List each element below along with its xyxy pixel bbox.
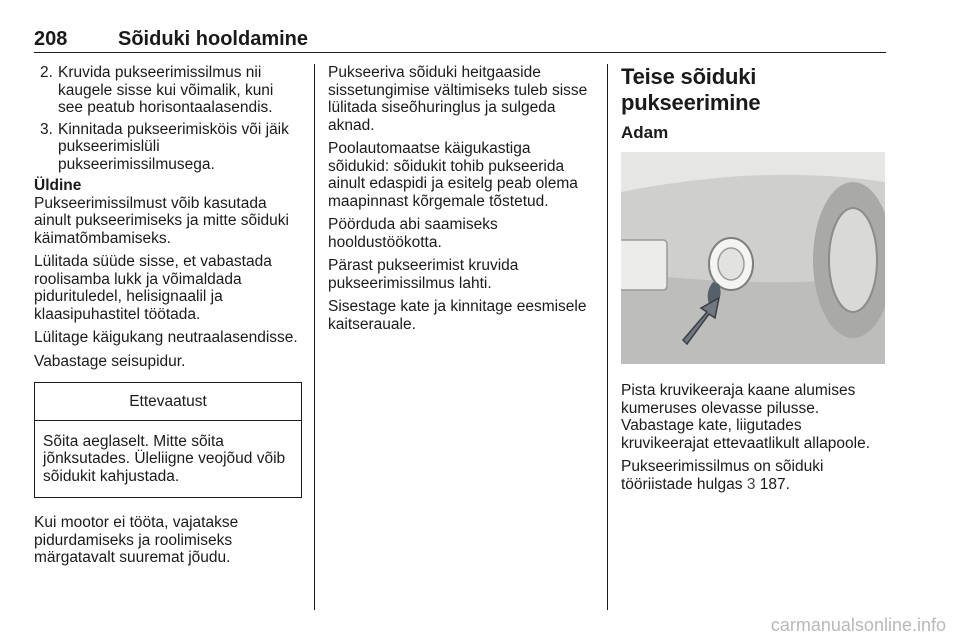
column-middle bbox=[328, 64, 594, 339]
watermark: carmanualsonline.info bbox=[770, 615, 946, 635]
paragraph: Pukseerimissilmust võib kasutada ainult pukseerimiseks ja mitte sõiduki käimatõmbamiseks. bbox=[34, 194, 289, 247]
paragraph: Poolautomaatse käigukastiga sõidukid: sõidukit tohib pukseerida ainult edaspidi ja esitelg peab olema maapinnast kõrgemale tõstetud. bbox=[328, 140, 578, 210]
list-item bbox=[34, 121, 302, 174]
section-subheading: Adam bbox=[621, 123, 669, 142]
list-number: 3. bbox=[40, 120, 53, 138]
list-text: Kinnitada pukseerimisköis või jäik pukseerimislüli pukseerimissilmusega. bbox=[58, 120, 289, 173]
chapter-title: Sõiduki hooldamine bbox=[118, 28, 309, 50]
paragraph: Vabastage seisupidur. bbox=[34, 352, 186, 370]
section-heading: Teise sõiduki pukseerimine bbox=[621, 64, 761, 115]
caution-title: Ettevaatust bbox=[35, 383, 301, 421]
page-reference-arrow-icon[interactable]: 3 bbox=[746, 475, 756, 493]
page-number: 208 bbox=[34, 28, 68, 50]
paragraph bbox=[621, 458, 887, 493]
list-number: 2. bbox=[40, 64, 53, 81]
paragraph: Kui mootor ei tööta, vajatakse pidurdamiseks ja roolimiseks märgatavalt suuremat jõudu. bbox=[34, 514, 239, 566]
paragraph: Lülitada süüde sisse, et vabastada roolisamba lukk ja võimaldada pidurituledel, helisignaalil ja klaasipuhastitel töötada. bbox=[34, 253, 272, 323]
paragraph: Sisestage kate ja kinnitage eesmisele kaitserauale. bbox=[328, 298, 587, 333]
page-header bbox=[34, 24, 886, 53]
caution-box bbox=[34, 382, 302, 498]
page-reference-link[interactable]: 187. bbox=[759, 475, 790, 493]
paragraph-text: Pukseerimissilmus on sõiduki tööriistade hulgas bbox=[621, 458, 824, 493]
paragraph: Pista kruvikeeraja kaane alumises kumeruses olevasse pilusse. Vabastage kate, liigutades kruvikeerajat ettevaatlikult allapoole. bbox=[621, 382, 870, 452]
list-item bbox=[34, 64, 302, 117]
paragraph: Pöörduda abi saamiseks hooldustöökotta. bbox=[328, 216, 498, 251]
section-subhead: Üldine bbox=[34, 177, 82, 194]
paragraph: Pärast pukseerimist kruvida pukseerimissilmus lahti. bbox=[328, 257, 519, 292]
steps-list bbox=[34, 64, 302, 173]
paragraph: Lülitage käigukang neutraalasendisse. bbox=[34, 329, 298, 346]
column-divider-2 bbox=[607, 64, 608, 610]
column-left bbox=[34, 64, 302, 573]
caution-text: Sõita aeglaselt. Mitte sõita jõnksutades. Üleliigne veojõud võib sõidukit kahjustada. bbox=[43, 432, 286, 485]
list-text: Kruvida pukseerimissilmus nii kaugele sisse kui võimalik, kuni see peatub horisontaalasendis. bbox=[58, 64, 274, 116]
tow-eye-cover-illustration bbox=[621, 152, 885, 364]
paragraph: Pukseeriva sõiduki heitgaaside sissetungimise vältimiseks tuleb sisse lülitada siseõhuringlus ja sulgeda aknad. bbox=[328, 64, 588, 134]
column-right bbox=[621, 64, 887, 499]
column-divider-1 bbox=[314, 64, 315, 610]
